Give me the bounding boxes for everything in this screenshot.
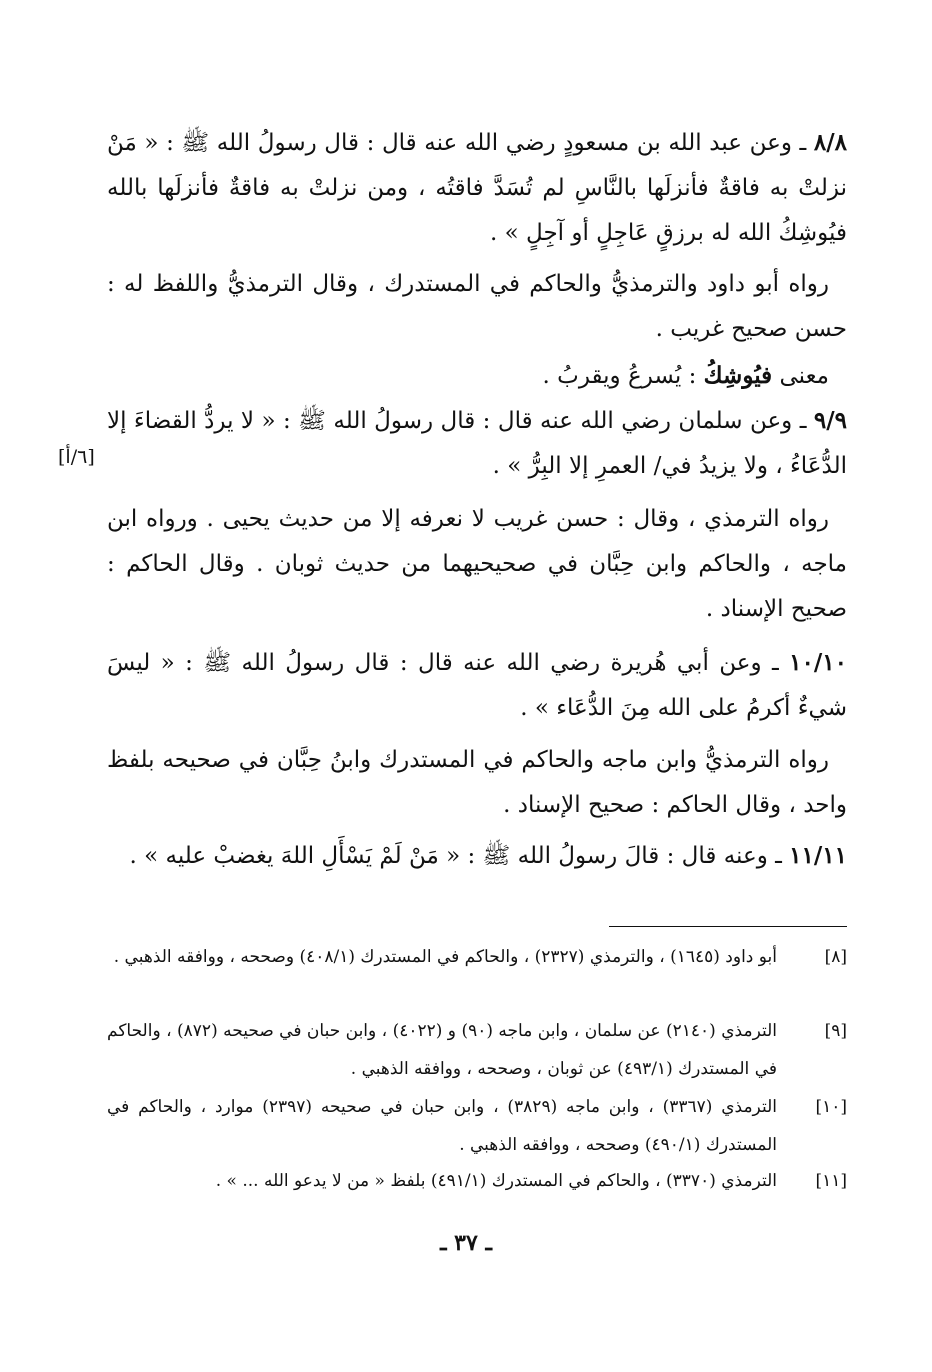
footnote-text: الترمذي (٢١٤٠) عن سلمان ، وابن ماجه (٩٠) و (٤٠٢٢) ، وابن حبان في صحيحه (٨٧٢) ، والحاكم في المستدرك (٤٩٣/١) عن ثوبان ، وصححه ، ووافقه الذهبي . [107,1021,777,1079]
hadith-8 [107,120,847,256]
meaning-label: معنى [772,363,829,389]
footnote-number: [٩] [824,1021,847,1041]
footnote [107,1012,847,1088]
hadith-10 [107,640,847,731]
hadith-10-source: رواه الترمذيُّ وابن ماجه والحاكم في المستدرك وابنُ حِبَّان في صحيحه بلفظ واحد ، وقال الحاكم : صحيح الإسناد . [107,747,847,818]
footnote-text: الترمذي (٣٣٧٠) ، والحاكم في المستدرك (٤٩١/١) بلفظ « من لا يدعو الله ... » . [215,1171,777,1191]
hadith-number: ١٠/١٠ [789,649,847,676]
hadith-9-source: رواه الترمذي ، وقال : حسن غريب لا نعرفه إلا من حديث يحيى . ورواه ابن ماجه ، والحاكم وابن حِبَّان في صحيحيهما من حديث ثوبان . وقال الحاكم : صحيح الإسناد . [107,506,847,622]
meaning-definition: : يُسرعُ ويقربُ . [542,363,704,389]
hadith-text: ـ وعن أبي هُريرة رضي الله عنه قال : قال رسولُ الله ﷺ : « ليسَ شيءٌ أكرمُ على الله مِنَ الدُّعَاء » . [107,650,847,721]
hadith-number: ٩/٩ [813,407,847,434]
footnote-text: أبو داود (١٦٤٥) ، والترمذي (٢٣٢٧) ، والحاكم في المستدرك (٤٠٨/١) وصححه ، ووافقه الذهبي . [113,947,777,967]
hadith-8-source: رواه أبو داود والترمذيُّ والحاكم في المستدرك ، وقال الترمذيُّ واللفظ له : حسن صحيح غريب . [107,271,847,342]
hadith-text: ـ وعن سلمان رضي الله عنه قال : قال رسولُ الله ﷺ : « لا يردُّ القضاءَ إلا الدُّعَاءُ ، ولا يزيدُ في/ العمرِ إلا البِرُّ » . [107,408,847,479]
word-meaning [107,353,847,399]
meaning-word: فيُوشِكُ [703,362,773,389]
footnote [107,938,847,976]
footnote-number: [١٠] [815,1097,847,1117]
hadith-text: ـ وعنه قال : قالَ رسولُ الله ﷺ : « مَنْ لَمْ يَسْأَلِ اللهَ يغضبْ عليه » . [129,843,790,869]
footnote-separator [609,926,847,927]
hadith-9 [107,398,847,489]
hadith-number: ٨/٨ [813,129,847,156]
manuscript-folio-marker: [٦/أ] [58,446,95,468]
hadith-number: ١١/١١ [789,842,847,869]
footnote-number: [٨] [824,947,847,967]
footnote [107,1088,847,1164]
page-number: ـ ٣٧ ـ [440,1230,492,1256]
footnote-text: الترمذي (٣٣٦٧) ، وابن ماجه (٣٨٢٩) ، وابن حبان في صحيحه (٢٣٩٧) موارد ، والحاكم في المستدرك (٤٩٠/١) وصححه ، ووافقه الذهبي . [107,1097,777,1155]
footnote [107,1162,847,1200]
hadith-11 [107,833,847,879]
footnote-number: [١١] [815,1171,847,1191]
hadith-text: ـ وعن عبد الله بن مسعودٍ رضي الله عنه قال : قال رسولُ الله ﷺ : « مَنْ نزلتْ به فاقةٌ فأنزلَها بالنَّاسِ لم تُسَدَّ فاقتُه ، ومن نزلتْ به فاقةٌ فأنزلَها بالله فيُوشِكُ الله له برزقٍ عَاجِلٍ أو آجِلٍ » . [107,130,847,246]
